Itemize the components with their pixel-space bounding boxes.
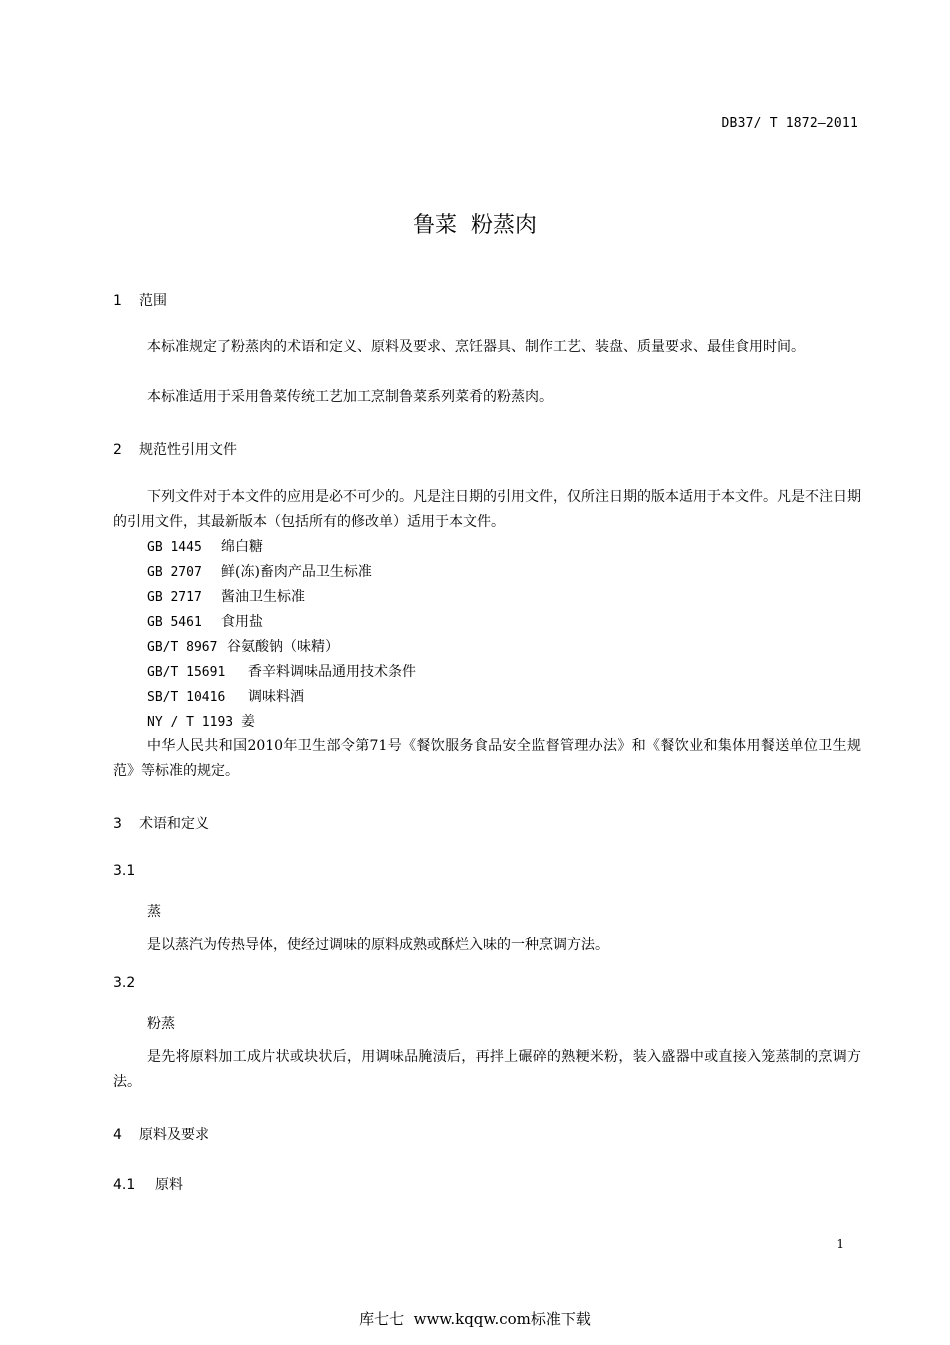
subsection-3-2-number bbox=[113, 975, 135, 991]
reference-item bbox=[147, 562, 372, 583]
term-powder-steam: 粉蒸 bbox=[147, 1016, 175, 1032]
section-2-heading bbox=[113, 439, 237, 459]
section-number: 2 bbox=[113, 442, 122, 458]
section-1-paragraph-1: 本标准规定了粉蒸肉的术语和定义、原料及要求、烹饪器具、制作工艺、装盘、质量要求、最佳食用时间。 bbox=[147, 339, 805, 355]
term-powder-steam-definition: 是先将原料加工成片状或块状后，用调味品腌渍后，再拌上碾碎的熟粳米粉，装入盛器中或直接入笼蒸制的烹调方法。 bbox=[113, 1049, 861, 1090]
reference-code: GB/T 8967 bbox=[147, 640, 218, 655]
footer-watermark: 库七七 www.kqqw.com标准下载 bbox=[359, 1310, 591, 1328]
subsection-number: 4.1 bbox=[113, 1177, 136, 1193]
reference-code: GB 1445 bbox=[147, 540, 202, 555]
reference-name: 食用盐 bbox=[221, 614, 263, 630]
reference-name: 姜 bbox=[241, 714, 255, 730]
reference-code: SB/T 10416 bbox=[147, 690, 226, 705]
reference-name: 香辛料调味品通用技术条件 bbox=[248, 664, 416, 680]
section-4-heading bbox=[113, 1124, 209, 1144]
page-number: 1 bbox=[836, 1237, 844, 1251]
standard-code: DB37/ T 1872—2011 bbox=[721, 116, 858, 131]
section-2-paragraph-1: 下列文件对于本文件的应用是必不可少的。凡是注日期的引用文件，仅所注日期的版本适用于本文件。凡是不注日期的引用文件，其最新版本（包括所有的修改单）适用于本文件。 bbox=[113, 489, 861, 530]
document-title: 鲁菜 粉蒸肉 bbox=[413, 213, 537, 238]
reference-item bbox=[147, 612, 263, 633]
section-1-paragraph-2: 本标准适用于采用鲁菜传统工艺加工烹制鲁菜系列菜肴的粉蒸肉。 bbox=[147, 389, 553, 405]
reference-name: 谷氨酸钠（味精） bbox=[227, 639, 339, 655]
subsection-number: 3.2 bbox=[113, 975, 136, 991]
subsection-3-1-number bbox=[113, 863, 135, 879]
reference-item bbox=[147, 537, 263, 558]
section-number: 3 bbox=[113, 816, 122, 832]
reference-name: 酱油卫生标准 bbox=[221, 589, 305, 605]
subsection-title: 原料 bbox=[155, 1177, 183, 1193]
subsection-number: 3.1 bbox=[113, 863, 136, 879]
term-steam-definition: 是以蒸汽为传热导体，使经过调味的原料成熟或酥烂入味的一种烹调方法。 bbox=[147, 937, 609, 953]
section-number: 4 bbox=[113, 1127, 122, 1143]
subsection-4-1-heading bbox=[113, 1174, 183, 1194]
reference-name: 鲜(冻)畜肉产品卫生标准 bbox=[221, 564, 372, 580]
section-title: 术语和定义 bbox=[139, 816, 209, 832]
section-2-paragraph-2: 中华人民共和国2010年卫生部令第71号《餐饮服务食品安全监督管理办法》和《餐饮业和集体用餐送单位卫生规范》等标准的规定。 bbox=[113, 738, 861, 779]
term-steam: 蒸 bbox=[147, 904, 161, 920]
reference-code: NY / T 1193 bbox=[147, 715, 234, 730]
reference-code: GB/T 15691 bbox=[147, 665, 226, 680]
reference-item bbox=[147, 637, 339, 658]
reference-item bbox=[147, 687, 304, 708]
section-title: 规范性引用文件 bbox=[139, 442, 237, 458]
section-number: 1 bbox=[113, 293, 122, 309]
reference-code: GB 2717 bbox=[147, 590, 202, 605]
reference-code: GB 5461 bbox=[147, 615, 202, 630]
section-title: 原料及要求 bbox=[139, 1127, 209, 1143]
reference-item bbox=[147, 662, 416, 683]
reference-name: 调味料酒 bbox=[248, 689, 304, 705]
section-title: 范围 bbox=[139, 293, 167, 309]
section-1-heading bbox=[113, 290, 167, 310]
reference-name: 绵白糖 bbox=[221, 539, 263, 555]
reference-code: GB 2707 bbox=[147, 565, 202, 580]
reference-item bbox=[147, 587, 305, 608]
section-3-heading bbox=[113, 813, 209, 833]
reference-item bbox=[147, 712, 255, 733]
